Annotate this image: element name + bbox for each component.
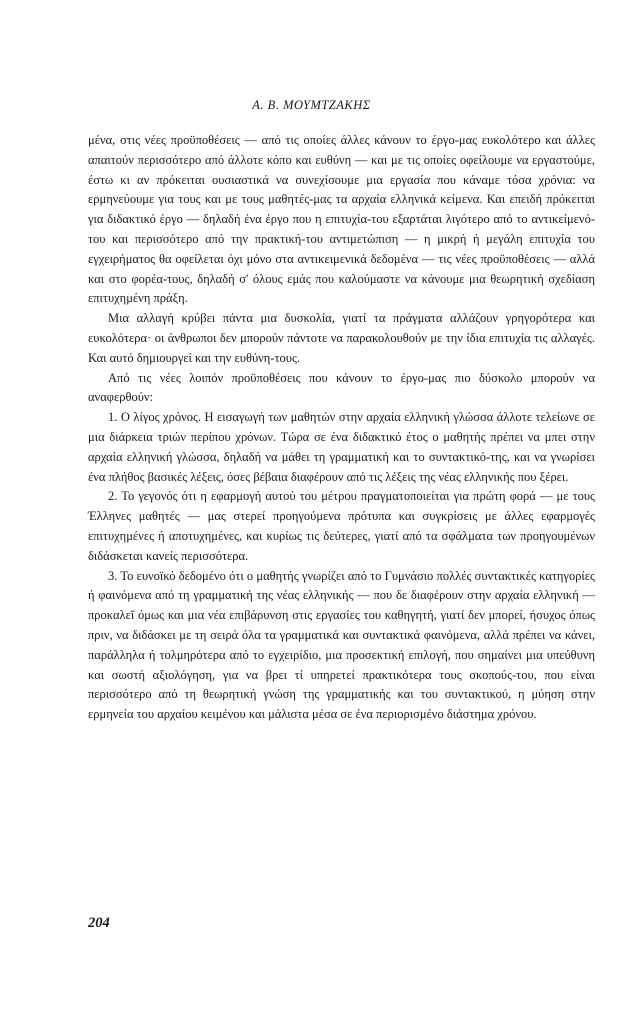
body-text	[88, 131, 595, 725]
list-item-1-limited-time: 1. Ο λίγος χρόνος. Η εισαγωγή των μαθητών στην αρχαία ελληνική γλώσσα άλλοτε τελείωνε σε μια διάρκεια τριών περίπου χρόνων. Τώρα σε ένα διδακτικό έτος ο μαθητής πρέπει να μπει στην αρχαία ελληνική γλώσσα, δηλαδή να μάθει τη γραμματική και το συντακτικό-της, και να γνωρίσει ένα πλήθος βασικές λέξεις, όσες βέβαια διαφέρουν από τις λέξεις της νέας ελληνικής που ξέρει.	[88, 410, 595, 484]
paragraph-change-difficulty: Μια αλλαγή κρύβει πάντα μια δυσκολία, γιατί τα πράγματα αλλάζουν γρηγορότερα και ευκολότερα· οι άνθρωποι δεν μπορούν πάντοτε να παρακολουθούν με την ίδια επιτυχία τις αλλαγές. Και αυτό δημιουργεί και την ευθύνη-τους.	[88, 311, 595, 365]
list-item-2-first-application: 2. Το γεγονός ότι η εφαρμογή αυτού του μέτρου πραγματοποιείται για πρώτη φορά — με τους Έλληνες μαθητές — μας στερεί προηγούμενα πρότυπα και συγκρίσεις με άλλες εφαρμογές επιτυχημένες ή αποτυχημένες, και κυρίως τις δεύτερες, γιατί από τα σφάλματα των προηγουμένων διδάσκεται κανείς περισσότερα.	[88, 489, 595, 563]
page-number: 204	[88, 915, 110, 931]
paragraph-list-intro: Από τις νέες λοιπόν προϋποθέσεις που κάνουν το έργο-μας πιο δύσκολο μπορούν να αναφερθούν:	[88, 370, 595, 405]
running-header: Α. Β. ΜΟΥΜΤΖΑΚΗΣ	[252, 98, 371, 112]
paragraph-continuation: μένα, στις νέες προϋποθέσεις — από τις οποίες άλλες κάνουν το έργο-μας ευκολότερο και άλλες απαιτούν περισσότερο από άλλοτε κόπο και ευθύνη — και με τις οποίες οφείλουμε να εργαστούμε, έστω κι αν πρόκειται ουσιαστικά να συνεχίσουμε μια εργασία που κάναμε τόσα χρόνια: να ερμηνεύουμε για τους και με τους μαθητές-μας τα αρχαία ελληνικά κείμενα. Και επειδή πρόκειται για διδακτικό έργο — δηλαδή ένα έργο που η επιτυχία-του εξαρτάται λιγότερο από το αντικείμενό-του και περισσότερο από την πρακτική-του αντιμετώπιση — η μικρή ή μεγάλη επιτυχία του εγχειρήματος θα οφείλεται όχι μόνο στα αντικειμενικά δεδομένα — τις νέες προϋποθέσεις — αλλά και στο φορέα-τους, δηλαδή σ' όλους εμάς που καλούμαστε να κάνουμε μια θεωρητική σχεδίαση επιτυχημένη πράξη.	[88, 133, 595, 306]
list-item-3-prior-knowledge: 3. Το ευνοϊκό δεδομένο ότι ο μαθητής γνωρίζει από το Γυμνάσιο πολλές συντακτικές κατηγορίες ή φαινόμενα από τη γραμματική της νέας ελληνικής — που δε διαφέρουν στην αρχαία ελληνική — προκαλεῖ όμως και μια νέα επιβάρυνση στις εργασίες του καθηγητή, γιατί δεν μπορεί, ήσυχος όπως πριν, να διδάσκει με τη σειρά όλα τα γραμματικά και συντακτικά φαινόμενα, αλλά πρέπει να κάνει, παράλληλα ή τολμηρότερα από το εγχειρίδιο, μια προσεκτική επιλογή, που σημαίνει μια υπεύθυνη και σωστή αξιολόγηση, για να βρει τί υπηρετεί πρακτικότερα τους σκοπούς-του, που είναι περισσότερο από τη θεωρητική γνώση της γραμματικής και του συντακτικού, η μύηση στην ερμηνεία του αρχαίου κειμένου και μάλιστα μέσα σε ένα περιορισμένο διάστημα χρόνου.	[88, 568, 595, 722]
